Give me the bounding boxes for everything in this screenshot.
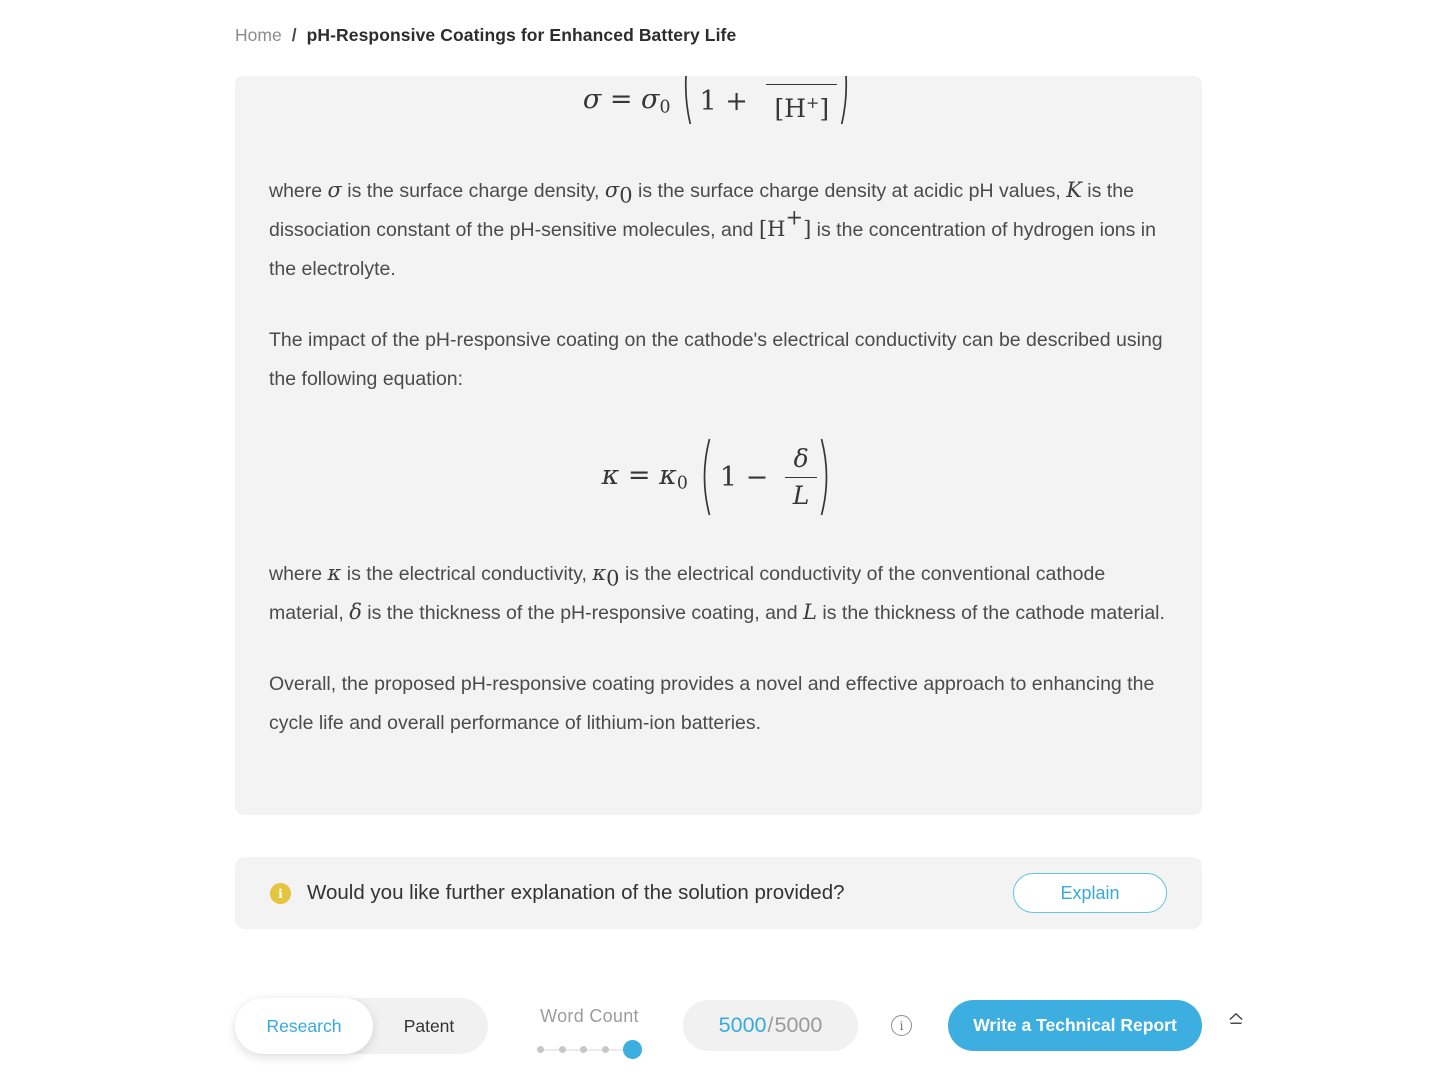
paragraph-conductivity-intro: The impact of the pH-responsive coating on the cathode's electrical conductivity can be described using the following equation: xyxy=(269,329,1163,390)
slider-step-dot[interactable] xyxy=(559,1046,566,1053)
explain-button[interactable]: Explain xyxy=(1013,873,1167,913)
collapse-toolbar-button[interactable] xyxy=(1222,1004,1250,1032)
paragraph-kappa-definitions: where κ is the electrical conductivity, κ0 is the electrical conductivity of the conventional cathode material, δ is the thickness of the pH-responsive coating, and L is the thickness of the cathode material. xyxy=(269,561,1165,624)
breadcrumb-home-link[interactable]: Home xyxy=(235,25,282,45)
close-paren-icon xyxy=(819,437,835,517)
info-icon[interactable]: i xyxy=(891,1015,912,1036)
collapse-up-icon xyxy=(1228,1006,1244,1031)
prompt-question: Would you like further explanation of the solution provided? xyxy=(307,881,845,904)
open-paren-icon xyxy=(678,76,693,124)
slider-step-dot[interactable] xyxy=(602,1046,609,1053)
equation-lhs: κ = κ0 xyxy=(601,460,688,494)
slider-step-dot[interactable] xyxy=(537,1046,544,1053)
word-count-max: 5000 xyxy=(774,1013,823,1037)
equation-lhs: σ = σ0 xyxy=(582,83,671,117)
fraction-denominator: L xyxy=(785,477,818,510)
paragraph-conclusion: Overall, the proposed pH-responsive coating provides a novel and effective approach to enhancing the cycle life and overall performance of lithium-ion batteries. xyxy=(269,673,1155,734)
slider-step-dot[interactable] xyxy=(580,1046,587,1053)
document-content-panel[interactable] xyxy=(235,76,1202,815)
equation-term: 1 + xyxy=(699,86,757,117)
info-icon: i xyxy=(270,883,291,904)
fraction xyxy=(766,84,837,124)
close-paren-icon xyxy=(839,76,854,124)
fraction-numerator: δ xyxy=(793,444,809,473)
fraction xyxy=(785,444,818,510)
open-paren-icon xyxy=(696,437,712,517)
equation-surface-charge xyxy=(269,76,1168,124)
breadcrumb xyxy=(235,25,736,46)
slider-step-dot[interactable] xyxy=(623,1040,642,1059)
word-count-slider[interactable] xyxy=(537,1040,642,1059)
equation-conductivity xyxy=(269,431,1168,523)
breadcrumb-separator: / xyxy=(291,25,297,45)
word-count-label: Word Count xyxy=(540,1006,639,1026)
write-report-button[interactable]: Write a Technical Report xyxy=(948,1000,1202,1051)
word-count-current: 5000 xyxy=(718,1013,767,1037)
fraction-denominator: [H+] xyxy=(766,84,837,124)
tab-research[interactable]: Research xyxy=(235,998,373,1054)
tab-patent[interactable]: Patent xyxy=(403,1015,455,1036)
word-count-value[interactable] xyxy=(683,1000,858,1051)
page-title: pH-Responsive Coatings for Enhanced Battery Life xyxy=(306,25,737,45)
explanation-prompt-bar xyxy=(235,857,1202,929)
mode-toggle xyxy=(235,998,488,1054)
paragraph-sigma-definitions: where σ is the surface charge density, σ0 is the surface charge density at acidic pH values, K is the dissociation constant of the pH-sensitive molecules, and [H+] is the concentration of hydrogen ions in the electrolyte. xyxy=(269,178,1156,280)
equation-term: 1 − xyxy=(719,461,777,493)
word-count-separator: / xyxy=(767,1013,774,1037)
